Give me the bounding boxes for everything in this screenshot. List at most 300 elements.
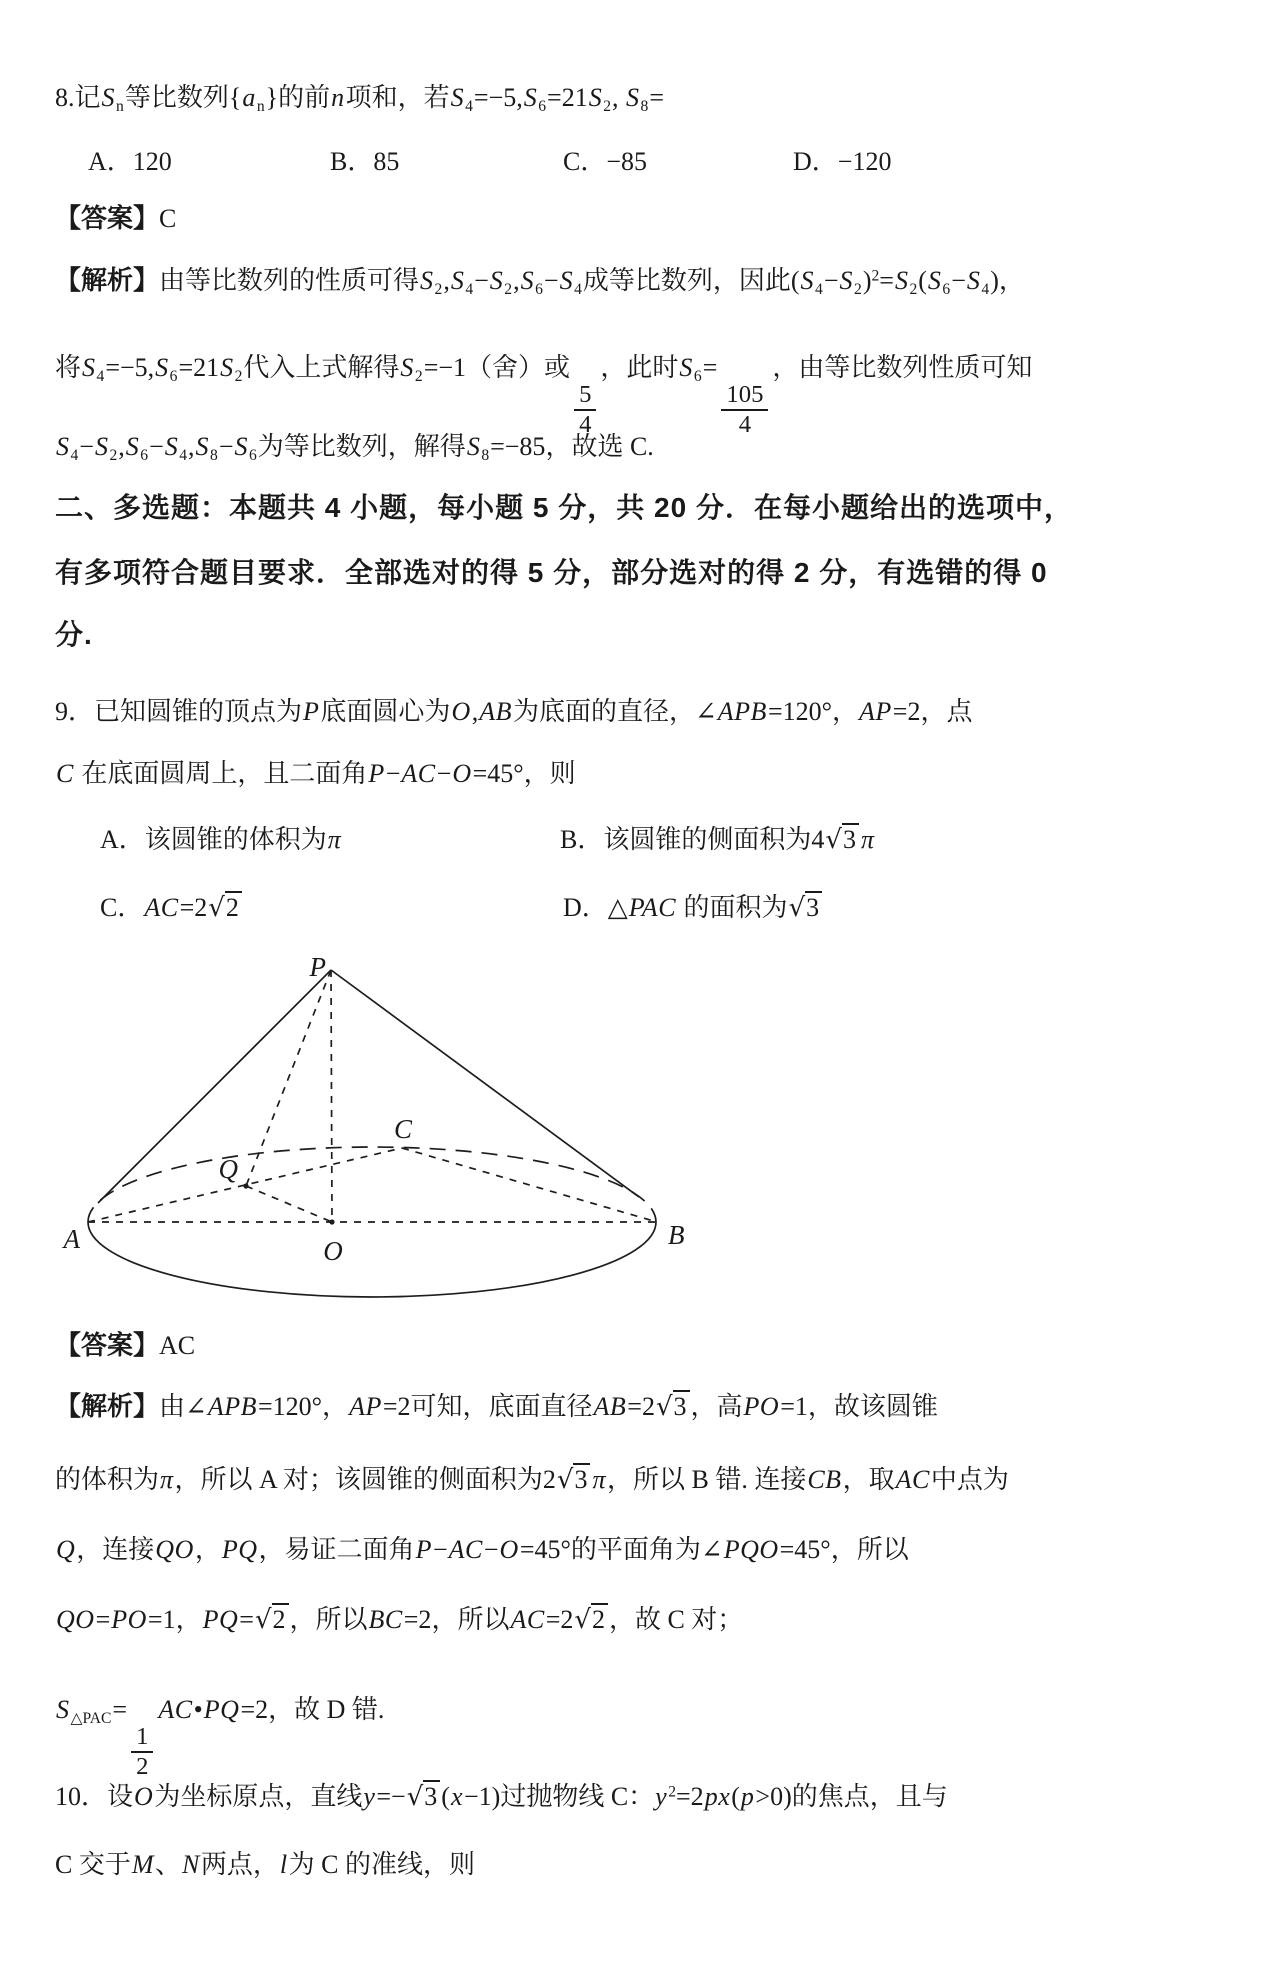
radical-sign: √ — [208, 893, 225, 923]
text-segment: −1) — [464, 1782, 501, 1811]
sqrt-expression — [407, 1782, 441, 1811]
radicand: 2 — [591, 1603, 608, 1634]
text-segment: ， — [322, 1392, 349, 1421]
sqrt-expression — [557, 1465, 591, 1494]
text-segment: 的焦点，且与 — [791, 1782, 948, 1811]
text-segment: AB — [593, 1392, 627, 1421]
text-segment: ， — [998, 266, 1025, 295]
text-segment: =2 — [892, 697, 921, 726]
q9-solution-line-4 — [55, 1598, 743, 1642]
text-segment: } — [265, 83, 279, 112]
text-segment: 该圆锥的侧面积为 — [603, 825, 812, 854]
text-segment: a — [242, 83, 256, 112]
text-segment: S — [56, 432, 70, 461]
q8-solution-line-1 — [55, 258, 1025, 303]
text-segment: M — [131, 1850, 155, 1879]
subscript: 6 — [140, 447, 149, 465]
q8-option-d — [793, 140, 891, 184]
text-segment: S — [234, 432, 248, 461]
text-segment: , — [188, 432, 195, 461]
text-segment: − — [543, 266, 559, 295]
section-2-header-line-3 — [55, 613, 93, 658]
text-segment: O — [499, 1535, 519, 1564]
section-2-header-line-1 — [55, 486, 1073, 531]
cone-slant-left — [98, 970, 331, 1203]
text-segment: =2 — [403, 1605, 432, 1634]
subscript: 8 — [640, 98, 649, 116]
text-segment: AC — [895, 1465, 930, 1494]
text-segment: px — [704, 1782, 731, 1811]
cone-slant-right — [331, 970, 639, 1197]
text-segment: x — [450, 1782, 463, 1811]
text-segment: 将 — [55, 353, 82, 382]
sqrt-expression — [255, 1605, 289, 1634]
q10-stem-line-1 — [55, 1775, 948, 1819]
q9-stem-line-1 — [55, 690, 972, 734]
text-segment: O — [452, 759, 472, 788]
text-segment: ，取 — [842, 1465, 895, 1494]
text-segment: − — [823, 266, 839, 295]
text-segment: S — [839, 266, 854, 295]
text-segment: PAC — [628, 893, 677, 922]
label-A: A — [63, 1224, 80, 1254]
subscript: 8 — [481, 447, 490, 465]
point-O — [329, 1219, 334, 1224]
text-segment: B．85 — [330, 147, 400, 176]
text-segment: S — [520, 266, 535, 295]
text-segment: − — [436, 759, 452, 788]
text-segment: △ — [607, 893, 628, 922]
text-segment: π — [860, 825, 875, 854]
text-segment: =45° — [779, 1535, 831, 1564]
text-segment: S — [800, 266, 815, 295]
line-Q-O — [246, 1186, 332, 1222]
text-segment: PO — [111, 1605, 147, 1634]
subscript: 2 — [909, 281, 918, 299]
text-segment: 为 C 的准线，则 — [288, 1850, 475, 1879]
subscript: 6 — [169, 368, 178, 386]
line-P-Q — [246, 970, 331, 1186]
fraction-denominator: 4 — [579, 410, 592, 438]
text-segment: =−1 — [423, 353, 467, 382]
section-2-header-line-2 — [55, 551, 1048, 596]
text-segment: 由等比数列的性质可得 — [159, 266, 420, 295]
text-segment: • — [193, 1695, 203, 1724]
text-segment: 10． — [55, 1782, 108, 1811]
text-segment: PQ — [202, 1605, 239, 1634]
text-segment: AC — [510, 1605, 545, 1634]
text-segment: D．−120 — [793, 147, 892, 176]
text-segment: D． — [563, 893, 608, 922]
text-segment: 为底面的直径， — [512, 697, 695, 726]
text-segment: y — [655, 1782, 668, 1811]
text-segment: =1 — [147, 1605, 176, 1634]
point-Q — [243, 1183, 248, 1188]
text-segment: ∠ — [700, 1535, 723, 1564]
text-segment: PQ — [221, 1535, 258, 1564]
subscript: 2 — [854, 281, 862, 299]
text-segment: 的平面角为 — [570, 1535, 701, 1564]
fraction-denominator: 2 — [136, 1752, 149, 1780]
text-segment: =1 — [780, 1392, 808, 1421]
text-segment: 在底面圆周上，且二面角 — [74, 759, 368, 788]
text-segment: ，故 C 对； — [608, 1605, 744, 1634]
text-segment: = — [649, 83, 664, 112]
subscript: 2 — [434, 281, 443, 299]
text-segment: 8. — [55, 83, 75, 112]
q9-solution-line-1 — [55, 1384, 938, 1429]
text-segment: − — [474, 266, 489, 295]
text-segment: A． — [100, 825, 145, 854]
text-segment: ，由等比数列性质可知 — [772, 353, 1033, 382]
text-segment: AC — [158, 1695, 193, 1724]
text-segment: S — [101, 83, 116, 112]
text-segment: =120° — [257, 1392, 323, 1421]
text-segment: 过抛物线 C： — [500, 1782, 655, 1811]
text-segment: , — [513, 266, 520, 295]
text-segment: ，故选 C. — [545, 432, 654, 461]
text-segment: 为坐标原点，直线 — [154, 1782, 363, 1811]
text-segment: ，点 — [920, 697, 973, 726]
fraction-denominator: 4 — [738, 410, 752, 438]
text-segment: =−85 — [490, 432, 546, 461]
subscript: 6 — [942, 281, 951, 299]
text-segment: S — [400, 353, 414, 382]
subscript: 6 — [538, 98, 547, 116]
cone-figure — [40, 935, 720, 1345]
text-segment: 二、多选题：本题共 4 小题，每小题 5 分，共 20 分．在每小题给出的选项中， — [55, 492, 1073, 523]
text-segment: AC — [159, 1331, 196, 1360]
subscript: 8 — [210, 447, 218, 465]
text-segment: CB — [807, 1465, 842, 1494]
text-segment: 代入上式解得 — [243, 353, 400, 382]
fraction-numerator: 5 — [574, 381, 596, 411]
text-segment: − — [218, 432, 234, 461]
text-segment: A．120 — [88, 147, 172, 176]
line-P-O — [331, 970, 332, 1222]
text-segment: P — [368, 759, 385, 788]
q9-solution-line-2 — [55, 1458, 1009, 1502]
text-segment: ，此时 — [600, 353, 679, 382]
text-segment: S — [164, 432, 179, 461]
text-segment: y — [363, 1782, 376, 1811]
label-Q: Q — [218, 1154, 238, 1184]
text-segment: − — [79, 432, 94, 461]
subscript: n — [256, 98, 265, 116]
fraction-numerator: 105 — [721, 381, 768, 411]
text-segment: O — [451, 697, 471, 726]
text-segment: ，所以 — [289, 1605, 368, 1634]
subscript: 2 — [109, 447, 118, 465]
fraction — [721, 381, 768, 438]
text-segment: S — [489, 266, 504, 295]
text-segment: ， — [832, 697, 859, 726]
text-segment: = — [112, 1695, 128, 1724]
text-segment: S — [588, 83, 603, 112]
base-ellipse-bottom — [88, 1222, 656, 1297]
q9-answer — [55, 1323, 195, 1368]
text-segment: S — [626, 83, 640, 112]
q8-option-a — [88, 140, 172, 184]
radical-sign: √ — [556, 1465, 574, 1495]
text-segment: ，高 — [690, 1392, 743, 1421]
text-segment: ( — [441, 1782, 450, 1811]
text-segment: 9． — [55, 697, 95, 726]
text-segment: π — [327, 825, 342, 854]
text-segment: ，故该圆锥 — [807, 1392, 938, 1421]
sqrt-expression — [574, 1605, 608, 1634]
subscript: 2 — [603, 98, 612, 116]
q9-option-d — [563, 886, 823, 930]
radicand: 3 — [423, 1780, 440, 1811]
text-segment: 、 — [155, 1850, 182, 1879]
text-segment: S — [125, 432, 140, 461]
text-segment: 分. — [55, 619, 93, 650]
text-segment: =−5, — [473, 83, 523, 112]
text-segment: ，所以 — [830, 1535, 909, 1564]
q8-stem — [55, 76, 664, 120]
text-segment: 中点为 — [930, 1465, 1009, 1494]
subscript: 6 — [249, 447, 257, 465]
subscript: 4 — [96, 368, 105, 386]
text-segment: PO — [743, 1392, 780, 1421]
text-segment: − — [951, 266, 966, 295]
text-segment: ，所以 — [431, 1605, 510, 1634]
radical-sign: √ — [655, 1392, 673, 1422]
q9-stem-line-2 — [55, 752, 576, 796]
radicand: 3 — [805, 891, 822, 922]
text-segment: 的前 — [278, 83, 331, 112]
text-segment: =120° — [767, 697, 833, 726]
radicand: 2 — [225, 891, 242, 922]
text-segment: APB — [717, 697, 767, 726]
text-segment: − — [149, 432, 164, 461]
text-segment: 由 — [159, 1392, 186, 1421]
q8-option-b — [330, 140, 399, 184]
sqrt-expression — [656, 1392, 690, 1421]
text-segment: Q — [56, 1535, 76, 1564]
text-segment: 【答案】 — [55, 1330, 160, 1360]
q9-solution-line-3 — [55, 1528, 909, 1572]
text-segment: 记 — [74, 83, 101, 112]
text-segment: ，所以 B 错. 连接 — [607, 1465, 807, 1494]
base-ellipse-top — [88, 1147, 656, 1222]
text-segment: = — [702, 353, 718, 382]
sqrt-expression — [789, 893, 823, 922]
text-segment: 【解析】 — [55, 265, 160, 295]
text-segment: S — [894, 266, 909, 295]
text-segment: =45° — [472, 759, 524, 788]
text-segment: 设 — [107, 1782, 134, 1811]
text-segment: AP — [349, 1392, 382, 1421]
text-segment: S — [450, 83, 465, 112]
text-segment: ，所以 A 对；该圆锥的侧面积为 — [174, 1465, 543, 1494]
radical-sign: √ — [825, 825, 842, 855]
text-segment: , — [471, 697, 479, 726]
text-segment: AC — [401, 759, 436, 788]
text-segment: P — [303, 697, 320, 726]
text-segment: =− — [376, 1782, 406, 1811]
subscript: 4 — [70, 447, 79, 465]
text-segment: 该圆锥的体积为 — [144, 825, 327, 854]
text-segment: ，则 — [523, 759, 576, 788]
radical-sign: √ — [788, 893, 806, 923]
subscript: 4 — [465, 281, 474, 299]
subscript: n — [116, 98, 124, 116]
text-segment: π — [592, 1465, 606, 1494]
text-segment: S — [679, 353, 693, 382]
text-segment: 底面圆心为 — [320, 697, 451, 726]
q9-option-b — [560, 818, 875, 862]
text-segment: S — [523, 83, 538, 112]
text-segment: n — [331, 83, 345, 112]
text-segment: N — [182, 1850, 200, 1879]
text-segment: =2 — [240, 1695, 269, 1724]
text-segment: C 交于 — [55, 1850, 131, 1879]
subscript: △PAC — [70, 1710, 112, 1728]
text-segment: S — [155, 353, 169, 382]
fraction-numerator: 1 — [131, 1723, 153, 1753]
radical-sign: √ — [254, 1605, 272, 1635]
text-segment: =2 — [545, 1605, 574, 1634]
text-segment: S — [450, 266, 465, 295]
text-segment: QO — [56, 1605, 95, 1634]
text-segment: BC — [368, 1605, 403, 1634]
text-segment: B． — [560, 825, 604, 854]
sqrt-expression — [208, 893, 242, 922]
text-segment: − — [385, 759, 401, 788]
subscript: 2 — [234, 368, 243, 386]
text-segment: C — [56, 759, 74, 788]
subscript: 2 — [504, 281, 513, 299]
text-segment: = — [879, 266, 894, 295]
text-segment: S — [559, 266, 574, 295]
text-segment: , — [612, 83, 626, 112]
text-segment: C． — [100, 893, 144, 922]
label-O: O — [323, 1236, 343, 1266]
text-segment: =2 — [382, 1392, 411, 1421]
text-segment: AB — [479, 697, 512, 726]
text-segment: , — [443, 266, 450, 295]
text-segment: ( — [731, 1782, 740, 1811]
superscript: 2 — [871, 267, 880, 285]
text-segment: S — [966, 266, 981, 295]
text-segment: l — [279, 1850, 288, 1879]
text-segment: ( — [790, 266, 800, 295]
text-segment: ，连接 — [76, 1535, 155, 1564]
text-segment: 成等比数列，因此 — [582, 266, 791, 295]
q8-option-c — [563, 140, 647, 184]
radical-sign: √ — [574, 1605, 591, 1635]
text-segment: C — [159, 204, 177, 233]
text-segment: π — [160, 1465, 174, 1494]
text-segment: 项和，若 — [345, 83, 450, 112]
text-segment: AP — [859, 697, 892, 726]
text-segment: − — [432, 1535, 448, 1564]
text-segment: =21 — [547, 83, 588, 112]
label-P: P — [309, 952, 326, 982]
radicand: 3 — [842, 823, 859, 854]
radical-sign: √ — [406, 1782, 424, 1812]
text-segment: S — [94, 432, 109, 461]
text-segment: PQ — [203, 1695, 240, 1724]
text-segment: S — [195, 432, 210, 461]
text-segment: =2 — [179, 893, 208, 922]
text-segment: PQO — [723, 1535, 779, 1564]
text-segment: 4 — [811, 825, 825, 854]
text-segment: p — [740, 1782, 755, 1811]
text-segment: AC — [448, 1535, 483, 1564]
text-segment: ) — [862, 266, 872, 295]
radicand: 3 — [673, 1390, 690, 1421]
subscript: 6 — [535, 281, 543, 299]
text-segment: ，易证二面角 — [258, 1535, 415, 1564]
text-segment: （舍）或 — [466, 353, 571, 382]
radicand: 2 — [272, 1603, 289, 1634]
text-segment: 两点， — [200, 1850, 279, 1879]
fraction — [131, 1723, 153, 1780]
superscript: 2 — [668, 1783, 677, 1801]
label-B: B — [668, 1220, 685, 1250]
text-segment: S — [56, 1695, 70, 1724]
subscript: 6 — [693, 368, 702, 386]
text-segment: ， — [175, 1605, 202, 1634]
text-segment: O — [134, 1782, 154, 1811]
sqrt-expression — [825, 825, 859, 854]
q10-stem-line-2 — [55, 1843, 475, 1887]
label-C: C — [393, 1114, 413, 1144]
subscript: 4 — [981, 281, 990, 299]
text-segment: S — [420, 266, 434, 295]
text-segment: >0) — [755, 1782, 792, 1811]
text-segment: =−5, — [105, 353, 155, 382]
text-segment: ) — [990, 266, 999, 295]
text-segment: ， — [194, 1535, 221, 1564]
text-segment: 有多项符合题目要求．全部选对的得 5 分，部分选对的得 2 分，有选错的得 0 — [55, 557, 1048, 588]
text-segment: S — [927, 266, 942, 295]
q8-solution-line-3 — [55, 425, 654, 469]
q8-answer — [55, 196, 176, 241]
text-segment: ∠ — [695, 697, 717, 726]
q9-option-a — [100, 818, 342, 862]
q9-option-c — [100, 886, 243, 930]
text-segment: =21 — [178, 353, 220, 382]
text-segment: 2 — [542, 1465, 556, 1494]
text-segment: ( — [918, 266, 927, 295]
subscript: 4 — [574, 281, 582, 299]
text-segment: 【答案】 — [55, 203, 160, 233]
text-segment: 等比数列 — [124, 83, 229, 112]
text-segment: ∠ — [185, 1392, 207, 1421]
text-segment: 的面积为 — [677, 893, 788, 922]
q9-solution-line-5 — [55, 1688, 384, 1780]
text-segment: C．−85 — [563, 147, 648, 176]
radicand: 3 — [573, 1463, 590, 1494]
subscript: 4 — [465, 98, 473, 116]
text-segment: P — [415, 1535, 432, 1564]
text-segment: 已知圆锥的顶点为 — [94, 697, 303, 726]
text-segment: =45° — [519, 1535, 571, 1564]
text-segment: { — [228, 83, 242, 112]
text-segment: APB — [207, 1392, 257, 1421]
text-segment: = — [239, 1605, 254, 1634]
text-segment: 为等比数列，解得 — [257, 432, 466, 461]
subscript: 2 — [414, 368, 423, 386]
text-segment: AC — [144, 893, 179, 922]
text-segment: 的体积为 — [55, 1465, 160, 1494]
text-segment: S — [466, 432, 481, 461]
text-segment: =2 — [627, 1392, 655, 1421]
